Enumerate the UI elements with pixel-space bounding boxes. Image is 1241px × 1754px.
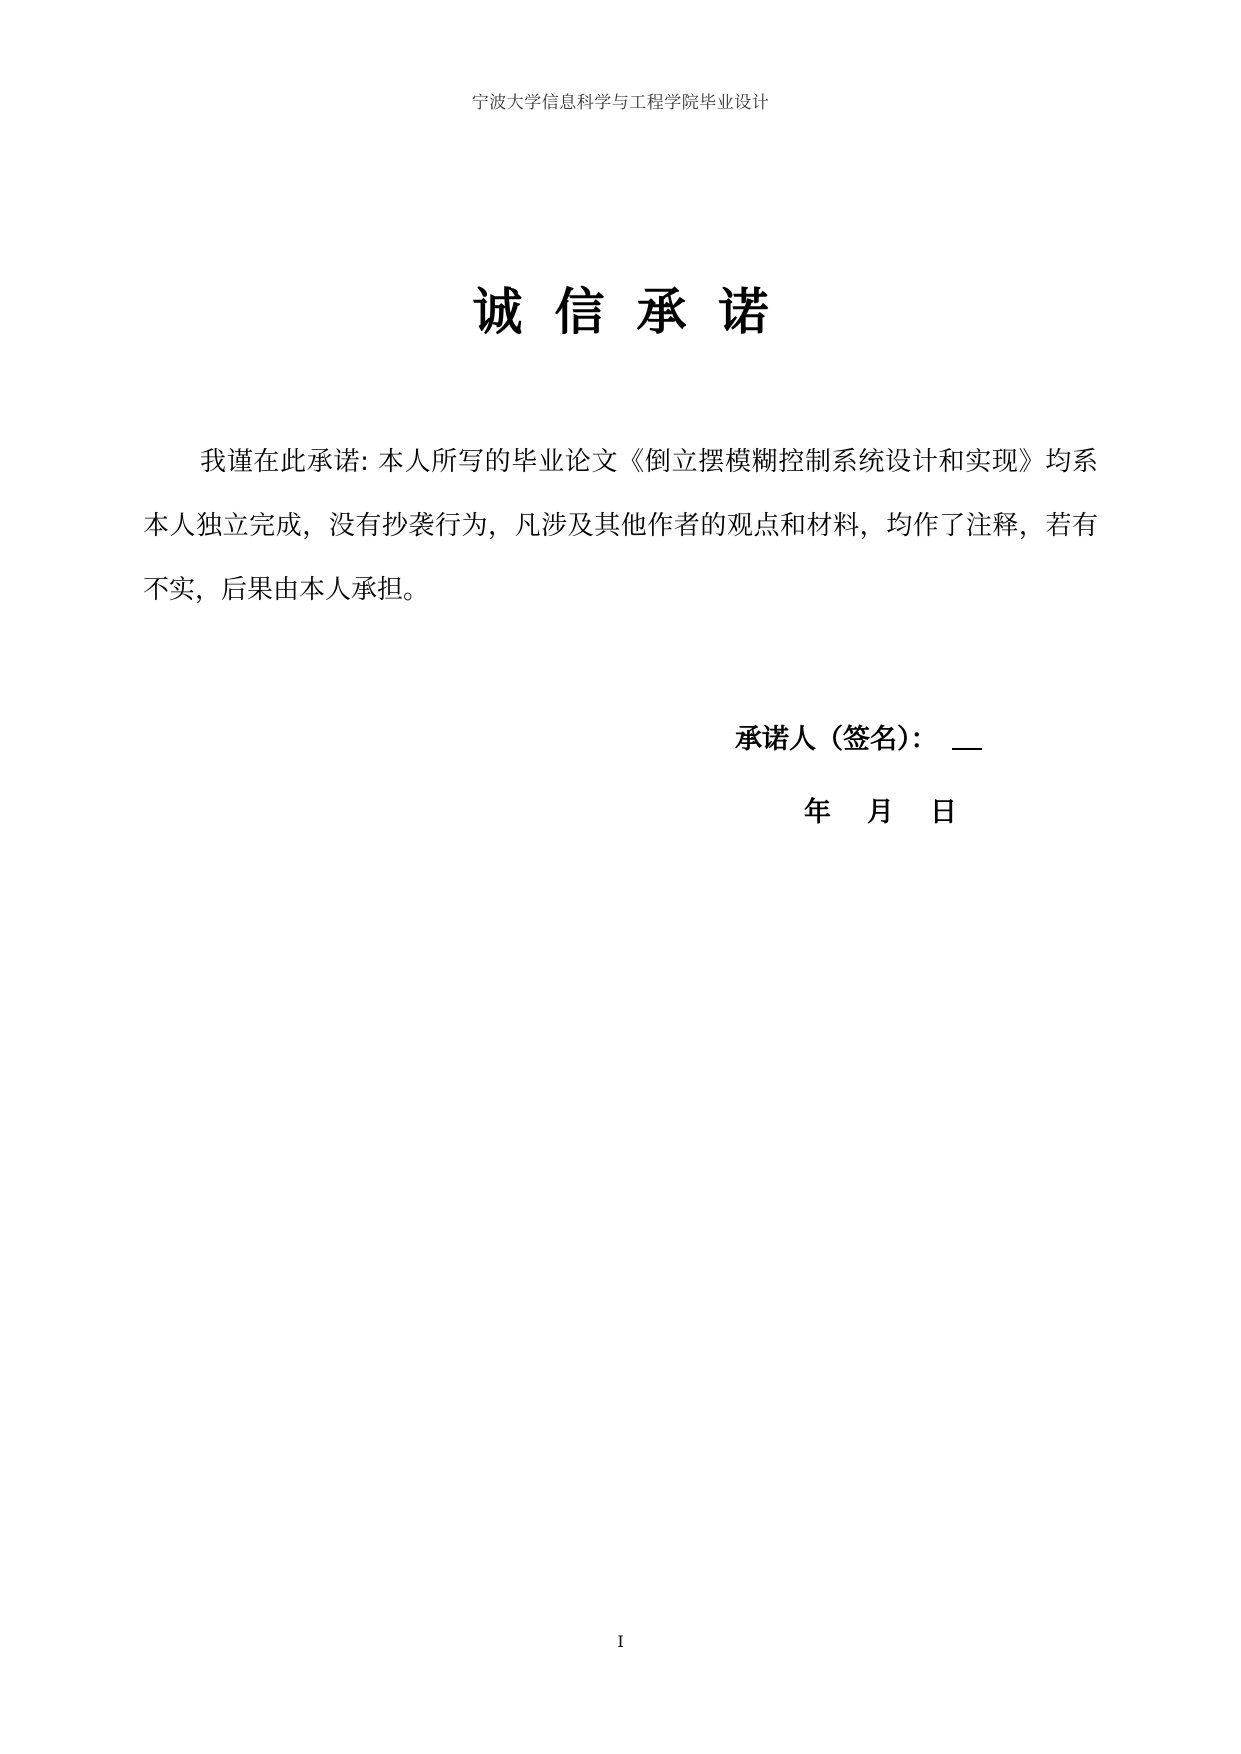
page-title: 诚信承诺 — [472, 283, 801, 341]
signature-label: 承诺人（签名）： — [735, 724, 938, 755]
running-header: 宁波大学信息科学与工程学院毕业设计 — [471, 93, 770, 113]
date-day-label: 日 — [930, 797, 957, 828]
page-number: I — [617, 1632, 624, 1651]
date-row — [804, 790, 957, 829]
integrity-statement: 我谨在此承诺: 本人所写的毕业论文《倒立摆模糊控制系统设计和实现》均系本人独立完成，没有抄袭行为，凡涉及其他作者的观点和材料，均作了注释，若有不实，后果由本人承担。 — [143, 447, 1098, 605]
signature-line — [952, 748, 982, 750]
date-month-label: 月 — [867, 797, 894, 828]
signature-row — [735, 717, 982, 756]
date-year-label: 年 — [804, 797, 831, 828]
